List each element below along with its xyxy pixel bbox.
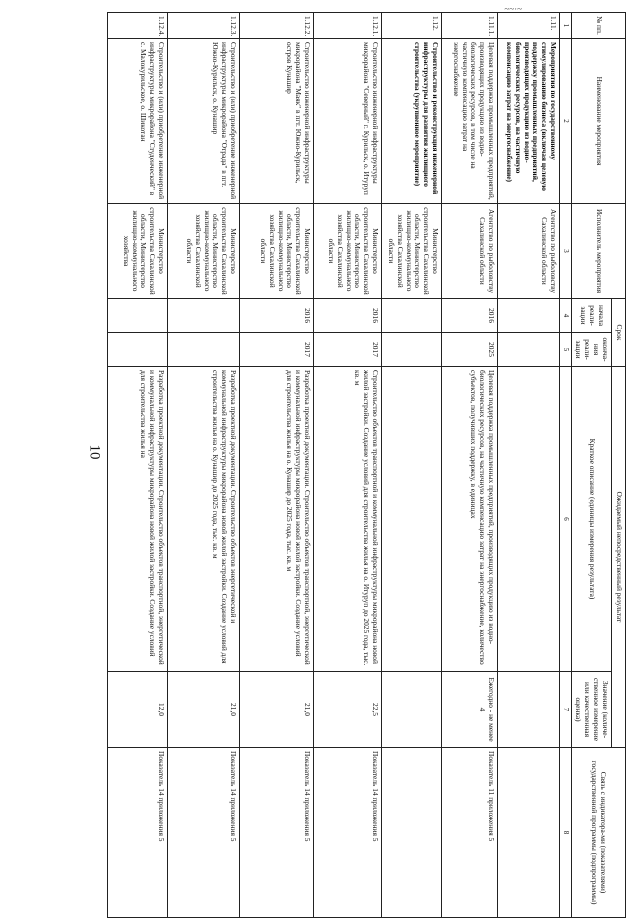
end-year: 2017 [314, 333, 382, 367]
column-number: 4 [560, 299, 571, 333]
end-year: 2017 [240, 333, 314, 367]
header-result: Ожидаемый непосредственный результат [612, 367, 626, 748]
executor-cell: Агентство по рыболовству Сахалинской области [498, 204, 560, 299]
executor-cell: Министерство строительства Сахалинской области, Министерство жилищно-коммунального хозяйства Сахалинской области [314, 204, 382, 299]
end-year [168, 333, 240, 367]
result-value [498, 672, 560, 748]
table-row [240, 13, 314, 918]
executor-cell: Министерство строительства Сахалинской области, Министерство жилищно-коммунального хозяйства Сахалинской области [240, 204, 314, 299]
result-description: Строительство объектов транспортной и коммунальной инфраструктуры микрорайона новой жилой застройки. Создание условий для строительства жилья на о. Итуруп до 2025 года, тыс. кв. м [314, 367, 382, 672]
header-result-desc: Краткое описание (единицы измерения результата) [571, 367, 612, 672]
column-number: 1 [560, 13, 571, 39]
corner-mark: ~~·~ [504, 4, 522, 14]
start-year: 2016 [240, 299, 314, 333]
row-number: 1.11.1. [442, 13, 498, 39]
table-row [314, 13, 382, 918]
column-number: 2 [560, 39, 571, 204]
indicator-link: Показатель 14 приложения 5 [240, 748, 314, 918]
start-year: 2016 [314, 299, 382, 333]
row-number: 1.12.3. [168, 13, 240, 39]
indicator-link: Показатель 11 приложения 5 [442, 748, 498, 918]
table-row [108, 13, 168, 918]
result-value: 22,5 [314, 672, 382, 748]
start-year [168, 299, 240, 333]
executor-cell: Министерство строительства Сахалинской области, Министерство жилищно-коммунального хозяйства [108, 204, 168, 299]
event-name: Строительство инженерной инфраструктуры микрорайона "Северный" г. Курильск, о. Итуруп [314, 39, 382, 204]
rotated-table-sheet [113, 12, 626, 917]
header-name: Наименование мероприятия [571, 39, 625, 204]
event-name: Строительство и (или) приобретение инженерной инфраструктуры микрорайона "Студенческий" в с. Малокурильское, о. Шикотан [108, 39, 168, 204]
header-period: Срок [612, 299, 626, 367]
row-number: 1.11. [498, 13, 560, 39]
result-description [498, 367, 560, 672]
table-row [382, 13, 442, 918]
executor-cell: Министерство строительства Сахалинской области, Министерство жилищно-коммунального хозяйства Сахалинской области [382, 204, 442, 299]
column-number: 3 [560, 204, 571, 299]
event-name: Строительство инженерной инфраструктуры микрорайона "Маяк" в пгт. Южно-Курильск, остров Кунашир [240, 39, 314, 204]
table-row [168, 13, 240, 918]
event-name: Мероприятия по государственному стимулированию бизнеса (включая целевую поддержку промышленных предприятий, производящих продукцию из водно-биологических ресурсов, на частичную компенсацию затрат на энергоснабжение) [498, 39, 560, 204]
events-table [107, 12, 626, 918]
result-description: Целевая поддержка промышленных предприятий, производящих продукцию из водно-биологических ресурсов, на частичную компенсацию затрат на энергоснабжение, количество субъектов, получивших поддержку, в единицах [442, 367, 498, 672]
indicator-link: Показатель 14 приложения 5 [168, 748, 240, 918]
row-number: 1.12.2. [240, 13, 314, 39]
end-year [382, 333, 442, 367]
start-year [108, 299, 168, 333]
row-number: 1.12.4. [108, 13, 168, 39]
indicator-link: Показатель 14 приложения 5 [108, 748, 168, 918]
row-number: 1.12. [382, 13, 442, 39]
column-number: 5 [560, 333, 571, 367]
result-value: Ежегодно - не менее 4 [442, 672, 498, 748]
result-value: 21,0 [240, 672, 314, 748]
indicator-link [498, 748, 560, 918]
header-result-value: Значение (количе-ственное измерение или качественная оценка) [571, 672, 612, 748]
header-executor: Исполнитель мероприятия [571, 204, 625, 299]
column-number: 7 [560, 672, 571, 748]
result-value [382, 672, 442, 748]
page-number: 10 [86, 444, 103, 460]
executor-cell: Агентство по рыболовству Сахалинской области [442, 204, 498, 299]
executor-cell: Министерство строительства Сахалинской области, Министерство жилищно-коммунального хозяйства Сахалинской области [168, 204, 240, 299]
indicator-link [382, 748, 442, 918]
start-year: 2016 [442, 299, 498, 333]
result-description: Разработка проектной документации. Строительство объектов транспортной, энергетической и коммунальной инфраструктуры микрорайона новой жилой застройки. Создание условий для строительства жилья на [108, 367, 168, 672]
row-number: 1.12.1. [314, 13, 382, 39]
result-description: Разработка проектной документации. Строительство объектов транспортной, энергетической и коммунальной инфраструктуры микрорайона новой жилой застройки. Создание условий для строительства жилья на о. Кунашир до 2025 года, тыс. кв. м [240, 367, 314, 672]
event-name: Целевая поддержка промышленных предприятий, производящих продукцию из водно-биологических ресурсов, в том числе на частичную компенсацию затрат на энергоснабжение [442, 39, 498, 204]
start-year [498, 299, 560, 333]
result-value: 12,0 [108, 672, 168, 748]
result-description [382, 367, 442, 672]
indicator-link: Показатель 14 приложения 5 [314, 748, 382, 918]
event-name: Строительство и (или) приобретение инженерной инфраструктуры микрорайона "Отрада" в пгт. Южно-Курильск, о. Кунашир [168, 39, 240, 204]
start-year [382, 299, 442, 333]
header-start: начала реали-зации [571, 299, 612, 333]
event-name: Строительство и реконструкция инженерной инфраструктуры для развития жилищного строительства (укрупненное мероприятие) [382, 39, 442, 204]
header-no: № пп. [571, 13, 625, 39]
end-year: 2025 [442, 333, 498, 367]
end-year [108, 333, 168, 367]
table-row [442, 13, 498, 918]
result-value: 21,0 [168, 672, 240, 748]
column-number: 8 [560, 748, 571, 918]
result-description: Разработка проектной документации. Строительство объектов энергетической и коммунальной инфраструктуры микрорайона новой жилой застройки. Создание условий для строительства жилья на о. Кунашир до 2025 года, тыс. кв. м [168, 367, 240, 672]
header-end: оконча-ния реали-зации [571, 333, 612, 367]
table-row [498, 13, 560, 918]
header-link: Связь с индикатора-ми (показателями) государственной программы (подпрограммы) [571, 748, 625, 918]
end-year [498, 333, 560, 367]
column-number: 6 [560, 367, 571, 672]
